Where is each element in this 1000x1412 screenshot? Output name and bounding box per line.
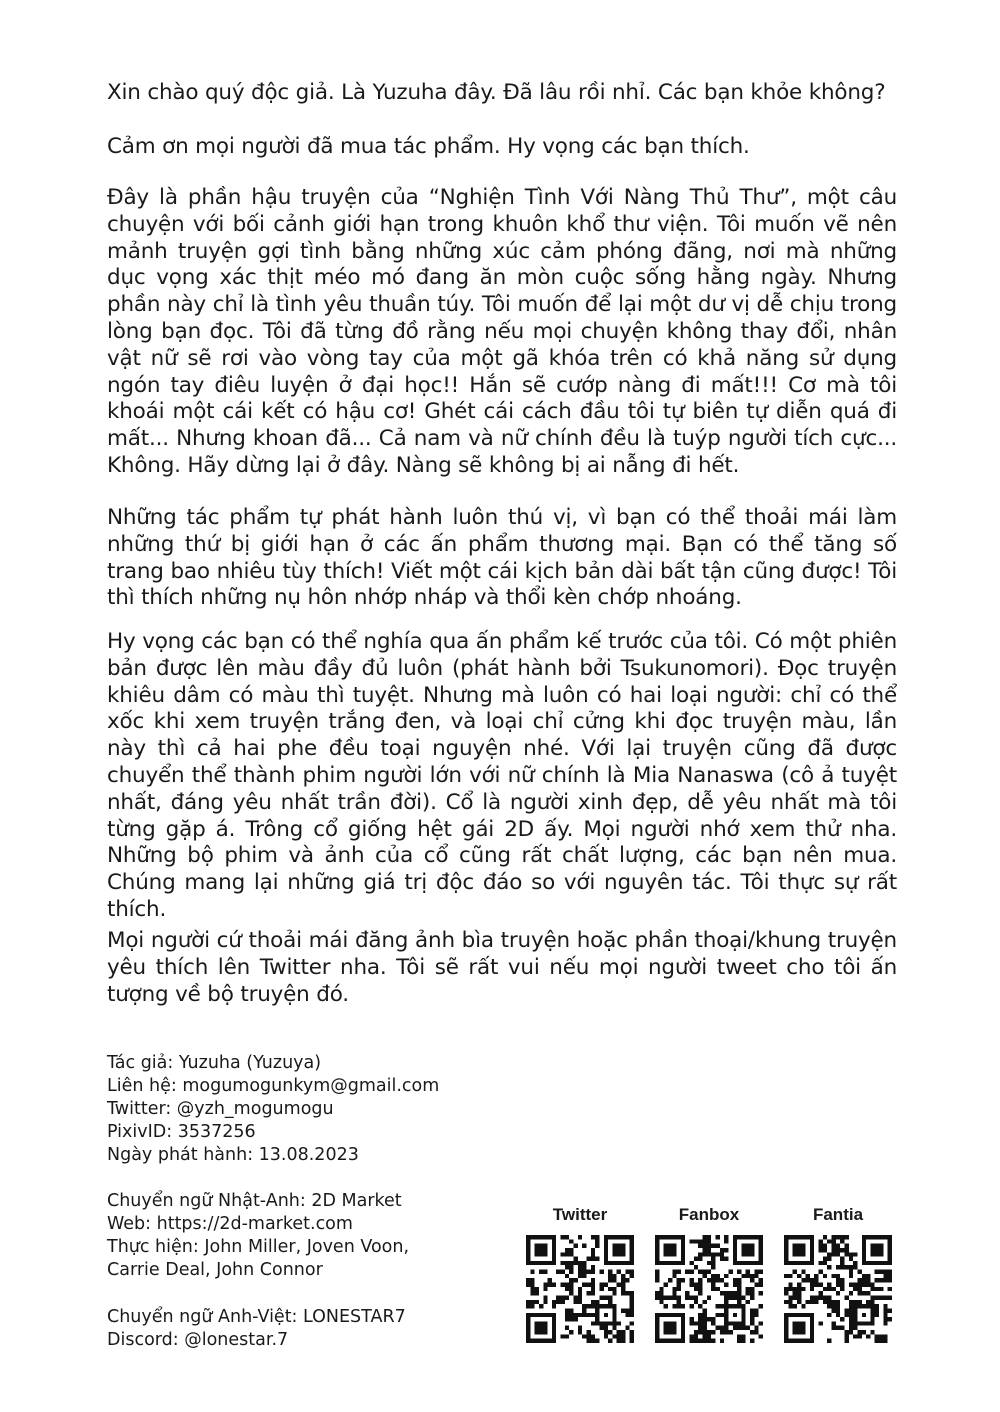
qr-code-icon	[526, 1235, 634, 1343]
qr-fantia[interactable]	[783, 1205, 893, 1343]
paragraph-greeting: Xin chào quý độc giả. Là Yuzuha đây. Đã lâu rồi nhỉ. Các bạn khỏe không?	[107, 80, 886, 105]
author-credits	[107, 1052, 527, 1167]
credit-discord: Discord: @lonestar.7	[107, 1330, 289, 1350]
english-translation-credits	[107, 1190, 527, 1282]
qr-label-twitter: Twitter	[552, 1205, 608, 1224]
credit-release-date: Ngày phát hành: 13.08.2023	[107, 1145, 359, 1165]
paragraph-previous-work: Hy vọng các bạn có thể nghía qua ấn phẩm kế trước của tôi. Có một phiên bản được lên màu đầy đủ luôn (phát hành bởi Tsukunomori). Đọc truyện khiêu dâm có màu thì tuyệt. Nhưng mà luôn có hai loại người: chỉ có thể xốc khi xem truyện trắng đen, và loại chỉ cửng khi đọc truyện màu, lần này thì cả hai phe đều toại nguyện nhé. Với lại truyện cũng đã được chuyển thể thành phim người lớn với nữ chính là Mia Nanaswa (cô ả tuyệt nhất, đáng yêu nhất trần đời). Cổ là người xinh đẹp, dễ yêu nhất mà tôi từng gặp á. Trông cổ giống hệt gái 2D ấy. Mọi người nhớ xem thử nha. Những bộ phim và ảnh của cổ cũng rất chất lượng, các bạn nên mua. Chúng mang lại những giá trị độc đáo so với nguyên tác. Tôi thực sự rất thích.	[107, 629, 897, 922]
paragraph-twitter: Mọi người cứ thoải mái đăng ảnh bìa truyện hoặc phần thoại/khung truyện yêu thích lên Twitter nha. Tôi sẽ rất vui nếu mọi người tweet cho tôi ấn tượng về bộ truyện đó.	[107, 928, 897, 1007]
credit-staff: Thực hiện: John Miller, Joven Voon,	[107, 1237, 410, 1257]
credit-author: Tác giả: Yuzuha (Yuzuya)	[107, 1053, 322, 1073]
credit-twitter: Twitter: @yzh_mogumogu	[107, 1099, 334, 1119]
paragraph-sequel: Đây là phần hậu truyện của “Nghiện Tình Với Nàng Thủ Thư”, một câu chuyện với bối cảnh giới hạn trong khuôn khổ thư viện. Tôi muốn vẽ nên mảnh truyện gợi tình bằng những xúc cảm phóng đãng, nơi mà những dục vọng xác thịt méo mó đang ăn mòn cuộc sống hằng ngày. Nhưng phần này chỉ là tình yêu thuần túy. Tôi muốn để lại một dư vị dễ chịu trong lòng bạn đọc. Tôi đã từng đồ rằng nếu mọi chuyện không thay đổi, nhân vật nữ sẽ rơi vào vòng tay của một gã khóa trên có khả năng sử dụng ngón tay điêu luyện ở đại học!! Hắn sẽ cướp nàng đi mất!!! Cơ mà tôi khoái một cái kết có hậu cơ! Ghét cái cách đầu tôi tự biên tự diễn quá đi mất... Nhưng khoan đã... Cả nam và nữ chính đều là tuýp người tích cực... Không. Hãy dừng lại ở đây. Nàng sẽ không bị ai nẫng đi hết.	[107, 185, 897, 478]
credit-jp-en: Chuyển ngữ Nhật-Anh: 2D Market	[107, 1191, 402, 1211]
qr-label-fanbox: Fanbox	[678, 1205, 740, 1224]
credit-staff-cont: Carrie Deal, John Connor	[107, 1260, 323, 1280]
vietnamese-translation-credits	[107, 1306, 527, 1352]
qr-fanbox[interactable]	[654, 1205, 764, 1343]
credit-contact: Liên hệ: mogumogunkym@gmail.com	[107, 1076, 440, 1096]
credit-en-vi: Chuyển ngữ Anh-Việt: LONESTAR7	[107, 1307, 406, 1327]
qr-code-icon	[784, 1235, 892, 1343]
paragraph-self-publishing: Những tác phẩm tự phát hành luôn thú vị, vì bạn có thể thoải mái làm những thứ bị giới hạn ở các ấn phẩm thương mại. Bạn có thể tăng số trang bao nhiêu tùy thích! Viết một cái kịch bản dài bất tận cũng được! Tôi thì thích những nụ hôn nhớp nháp và thổi kèn chớp nhoáng.	[107, 505, 897, 611]
qr-label-fantia: Fantia	[812, 1205, 864, 1224]
paragraph-thanks: Cảm ơn mọi người đã mua tác phẩm. Hy vọng các bạn thích.	[107, 134, 750, 159]
credit-web: Web: https://2d-market.com	[107, 1214, 353, 1234]
credit-pixiv: PixivID: 3537256	[107, 1122, 256, 1142]
qr-twitter[interactable]	[525, 1205, 635, 1343]
qr-code-icon	[655, 1235, 763, 1343]
